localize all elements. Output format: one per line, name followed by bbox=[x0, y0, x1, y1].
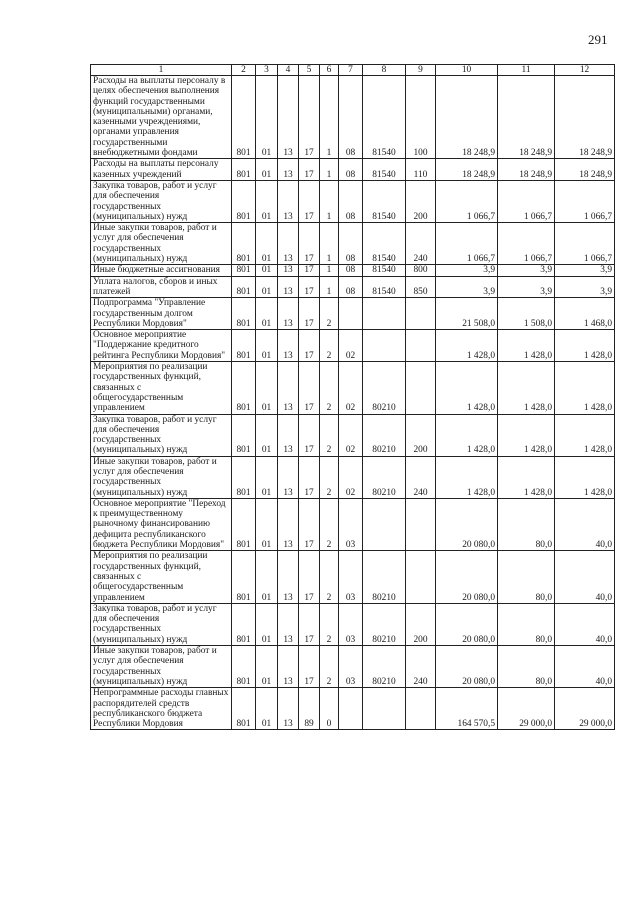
ministry-code-cell: 801 bbox=[232, 159, 256, 181]
item-name-cell: Мероприятия по реализации государственных функций, связанных с общегосударственным управлением bbox=[91, 551, 232, 603]
expense-type-cell: 200 bbox=[406, 603, 436, 645]
amount-year1-cell: 18 248,9 bbox=[436, 159, 498, 181]
program-cell: 17 bbox=[299, 223, 320, 265]
column-header-11: 11 bbox=[498, 65, 555, 76]
subsection-cell: 13 bbox=[278, 688, 299, 730]
expense-type-cell bbox=[406, 298, 436, 330]
item-name-cell: Иные закупки товаров, работ и услуг для обеспечения государственных (муниципальных) нужд bbox=[91, 456, 232, 498]
table-row bbox=[91, 498, 615, 550]
column-header-8: 8 bbox=[363, 65, 406, 76]
subprogram-cell: 1 bbox=[320, 265, 339, 276]
event-cell: 02 bbox=[339, 362, 363, 414]
event-cell: 08 bbox=[339, 276, 363, 298]
subprogram-cell: 1 bbox=[320, 159, 339, 181]
program-cell: 17 bbox=[299, 298, 320, 330]
expense-type-cell: 850 bbox=[406, 276, 436, 298]
direction-cell: 81540 bbox=[363, 223, 406, 265]
subprogram-cell: 1 bbox=[320, 276, 339, 298]
section-cell: 01 bbox=[256, 603, 278, 645]
expense-type-cell: 800 bbox=[406, 265, 436, 276]
amount-year1-cell: 21 508,0 bbox=[436, 298, 498, 330]
table-row bbox=[91, 265, 615, 276]
amount-year2-cell: 3,9 bbox=[498, 265, 555, 276]
section-cell: 01 bbox=[256, 180, 278, 222]
table-row bbox=[91, 362, 615, 414]
subsection-cell: 13 bbox=[278, 76, 299, 159]
expense-type-cell bbox=[406, 551, 436, 603]
amount-year2-cell: 1 428,0 bbox=[498, 330, 555, 362]
table-row bbox=[91, 180, 615, 222]
event-cell: 03 bbox=[339, 646, 363, 688]
program-cell: 17 bbox=[299, 456, 320, 498]
program-cell: 17 bbox=[299, 414, 320, 456]
amount-year3-cell: 3,9 bbox=[555, 276, 615, 298]
item-name-cell: Иные закупки товаров, работ и услуг для обеспечения государственных (муниципальных) нужд bbox=[91, 646, 232, 688]
subsection-cell: 13 bbox=[278, 298, 299, 330]
ministry-code-cell: 801 bbox=[232, 498, 256, 550]
item-name-cell: Непрограммные расходы главных распорядителей средств республиканского бюджета Республики Мордовия bbox=[91, 688, 232, 730]
subsection-cell: 13 bbox=[278, 603, 299, 645]
item-name-cell: Иные бюджетные ассигнования bbox=[91, 265, 232, 276]
table-row bbox=[91, 551, 615, 603]
amount-year1-cell: 1 066,7 bbox=[436, 180, 498, 222]
amount-year3-cell: 3,9 bbox=[555, 265, 615, 276]
ministry-code-cell: 801 bbox=[232, 603, 256, 645]
item-name-cell: Мероприятия по реализации государственных функций, связанных с общегосударственным управлением bbox=[91, 362, 232, 414]
section-cell: 01 bbox=[256, 498, 278, 550]
event-cell: 03 bbox=[339, 498, 363, 550]
expense-type-cell: 100 bbox=[406, 76, 436, 159]
amount-year2-cell: 3,9 bbox=[498, 276, 555, 298]
table-row bbox=[91, 298, 615, 330]
subprogram-cell: 2 bbox=[320, 603, 339, 645]
direction-cell: 80210 bbox=[363, 456, 406, 498]
column-header-5: 5 bbox=[299, 65, 320, 76]
amount-year2-cell: 1 066,7 bbox=[498, 180, 555, 222]
ministry-code-cell: 801 bbox=[232, 76, 256, 159]
amount-year3-cell: 40,0 bbox=[555, 498, 615, 550]
event-cell: 03 bbox=[339, 551, 363, 603]
program-cell: 17 bbox=[299, 180, 320, 222]
amount-year1-cell: 1 428,0 bbox=[436, 456, 498, 498]
table-body bbox=[91, 76, 615, 730]
direction-cell bbox=[363, 498, 406, 550]
amount-year3-cell: 1 428,0 bbox=[555, 362, 615, 414]
event-cell: 08 bbox=[339, 180, 363, 222]
event-cell: 08 bbox=[339, 159, 363, 181]
item-name-cell: Закупка товаров, работ и услуг для обеспечения государственных (муниципальных) нужд bbox=[91, 180, 232, 222]
expense-type-cell: 200 bbox=[406, 180, 436, 222]
amount-year2-cell: 18 248,9 bbox=[498, 159, 555, 181]
section-cell: 01 bbox=[256, 276, 278, 298]
event-cell bbox=[339, 688, 363, 730]
subsection-cell: 13 bbox=[278, 180, 299, 222]
item-name-cell: Закупка товаров, работ и услуг для обеспечения государственных (муниципальных) нужд bbox=[91, 603, 232, 645]
section-cell: 01 bbox=[256, 362, 278, 414]
amount-year3-cell: 1 066,7 bbox=[555, 223, 615, 265]
column-header-2: 2 bbox=[232, 65, 256, 76]
event-cell: 02 bbox=[339, 414, 363, 456]
direction-cell bbox=[363, 688, 406, 730]
ministry-code-cell: 801 bbox=[232, 265, 256, 276]
amount-year2-cell: 1 428,0 bbox=[498, 456, 555, 498]
amount-year1-cell: 3,9 bbox=[436, 265, 498, 276]
amount-year1-cell: 20 080,0 bbox=[436, 603, 498, 645]
amount-year3-cell: 18 248,9 bbox=[555, 159, 615, 181]
direction-cell: 80210 bbox=[363, 551, 406, 603]
program-cell: 17 bbox=[299, 362, 320, 414]
event-cell: 02 bbox=[339, 456, 363, 498]
expense-type-cell bbox=[406, 330, 436, 362]
item-name-cell: Иные закупки товаров, работ и услуг для обеспечения государственных (муниципальных) нужд bbox=[91, 223, 232, 265]
ministry-code-cell: 801 bbox=[232, 362, 256, 414]
direction-cell: 80210 bbox=[363, 603, 406, 645]
item-name-cell: Основное мероприятие "Поддержание кредитного рейтинга Республики Мордовия" bbox=[91, 330, 232, 362]
subsection-cell: 13 bbox=[278, 414, 299, 456]
expense-type-cell: 240 bbox=[406, 223, 436, 265]
section-cell: 01 bbox=[256, 551, 278, 603]
direction-cell: 80210 bbox=[363, 414, 406, 456]
program-cell: 17 bbox=[299, 330, 320, 362]
direction-cell bbox=[363, 298, 406, 330]
table-row bbox=[91, 159, 615, 181]
subsection-cell: 13 bbox=[278, 646, 299, 688]
program-cell: 89 bbox=[299, 688, 320, 730]
column-header-10: 10 bbox=[436, 65, 498, 76]
subsection-cell: 13 bbox=[278, 159, 299, 181]
table-row bbox=[91, 414, 615, 456]
subsection-cell: 13 bbox=[278, 330, 299, 362]
column-header-4: 4 bbox=[278, 65, 299, 76]
amount-year2-cell: 1 508,0 bbox=[498, 298, 555, 330]
section-cell: 01 bbox=[256, 330, 278, 362]
amount-year2-cell: 80,0 bbox=[498, 646, 555, 688]
program-cell: 17 bbox=[299, 551, 320, 603]
amount-year1-cell: 20 080,0 bbox=[436, 498, 498, 550]
subprogram-cell: 2 bbox=[320, 498, 339, 550]
amount-year2-cell: 18 248,9 bbox=[498, 76, 555, 159]
ministry-code-cell: 801 bbox=[232, 646, 256, 688]
amount-year3-cell: 1 428,0 bbox=[555, 456, 615, 498]
subsection-cell: 13 bbox=[278, 551, 299, 603]
ministry-code-cell: 801 bbox=[232, 551, 256, 603]
subsection-cell: 13 bbox=[278, 362, 299, 414]
amount-year3-cell: 1 066,7 bbox=[555, 180, 615, 222]
section-cell: 01 bbox=[256, 298, 278, 330]
direction-cell: 81540 bbox=[363, 159, 406, 181]
column-header-7: 7 bbox=[339, 65, 363, 76]
expense-type-cell: 200 bbox=[406, 414, 436, 456]
table-row bbox=[91, 646, 615, 688]
subsection-cell: 13 bbox=[278, 456, 299, 498]
program-cell: 17 bbox=[299, 265, 320, 276]
amount-year3-cell: 1 468,0 bbox=[555, 298, 615, 330]
program-cell: 17 bbox=[299, 276, 320, 298]
event-cell: 03 bbox=[339, 603, 363, 645]
item-name-cell: Закупка товаров, работ и услуг для обеспечения государственных (муниципальных) нужд bbox=[91, 414, 232, 456]
amount-year3-cell: 40,0 bbox=[555, 646, 615, 688]
expense-type-cell: 240 bbox=[406, 646, 436, 688]
amount-year1-cell: 18 248,9 bbox=[436, 76, 498, 159]
ministry-code-cell: 801 bbox=[232, 298, 256, 330]
subprogram-cell: 2 bbox=[320, 362, 339, 414]
ministry-code-cell: 801 bbox=[232, 180, 256, 222]
ministry-code-cell: 801 bbox=[232, 223, 256, 265]
column-header-9: 9 bbox=[406, 65, 436, 76]
direction-cell: 81540 bbox=[363, 76, 406, 159]
table-row bbox=[91, 276, 615, 298]
subsection-cell: 13 bbox=[278, 276, 299, 298]
event-cell: 08 bbox=[339, 76, 363, 159]
amount-year1-cell: 1 428,0 bbox=[436, 362, 498, 414]
section-cell: 01 bbox=[256, 159, 278, 181]
program-cell: 17 bbox=[299, 76, 320, 159]
ministry-code-cell: 801 bbox=[232, 456, 256, 498]
table-row bbox=[91, 76, 615, 159]
item-name-cell: Расходы на выплаты персоналу в целях обеспечения выполнения функций государственными (муниципальными) органами, казенными учреждениями, органами управления государственными внебюджетными фондами bbox=[91, 76, 232, 159]
amount-year3-cell: 18 248,9 bbox=[555, 76, 615, 159]
direction-cell: 80210 bbox=[363, 646, 406, 688]
amount-year3-cell: 1 428,0 bbox=[555, 414, 615, 456]
expense-type-cell: 240 bbox=[406, 456, 436, 498]
amount-year3-cell: 29 000,0 bbox=[555, 688, 615, 730]
section-cell: 01 bbox=[256, 76, 278, 159]
subprogram-cell: 1 bbox=[320, 223, 339, 265]
column-header-1: 1 bbox=[91, 65, 232, 76]
item-name-cell: Основное мероприятие "Переход к преимущественному рыночному финансированию дефицита республиканского бюджета Республики Мордовия" bbox=[91, 498, 232, 550]
amount-year2-cell: 1 066,7 bbox=[498, 223, 555, 265]
amount-year1-cell: 1 066,7 bbox=[436, 223, 498, 265]
event-cell: 02 bbox=[339, 330, 363, 362]
subsection-cell: 13 bbox=[278, 223, 299, 265]
section-cell: 01 bbox=[256, 223, 278, 265]
table-row bbox=[91, 456, 615, 498]
amount-year2-cell: 80,0 bbox=[498, 603, 555, 645]
subprogram-cell: 0 bbox=[320, 688, 339, 730]
subsection-cell: 13 bbox=[278, 498, 299, 550]
expense-type-cell bbox=[406, 688, 436, 730]
amount-year2-cell: 1 428,0 bbox=[498, 414, 555, 456]
section-cell: 01 bbox=[256, 265, 278, 276]
subsection-cell: 13 bbox=[278, 265, 299, 276]
subprogram-cell: 2 bbox=[320, 414, 339, 456]
item-name-cell: Подпрограмма "Управление государственным долгом Республики Мордовия" bbox=[91, 298, 232, 330]
section-cell: 01 bbox=[256, 688, 278, 730]
amount-year1-cell: 20 080,0 bbox=[436, 551, 498, 603]
amount-year1-cell: 1 428,0 bbox=[436, 414, 498, 456]
amount-year2-cell: 29 000,0 bbox=[498, 688, 555, 730]
amount-year1-cell: 20 080,0 bbox=[436, 646, 498, 688]
direction-cell: 81540 bbox=[363, 265, 406, 276]
amount-year1-cell: 164 570,5 bbox=[436, 688, 498, 730]
amount-year1-cell: 1 428,0 bbox=[436, 330, 498, 362]
subprogram-cell: 2 bbox=[320, 456, 339, 498]
table-row bbox=[91, 688, 615, 730]
section-cell: 01 bbox=[256, 646, 278, 688]
direction-cell: 81540 bbox=[363, 276, 406, 298]
budget-table bbox=[90, 64, 615, 730]
section-cell: 01 bbox=[256, 414, 278, 456]
item-name-cell: Расходы на выплаты персоналу казенных учреждений bbox=[91, 159, 232, 181]
subprogram-cell: 2 bbox=[320, 551, 339, 603]
amount-year2-cell: 80,0 bbox=[498, 498, 555, 550]
amount-year3-cell: 1 428,0 bbox=[555, 330, 615, 362]
amount-year3-cell: 40,0 bbox=[555, 551, 615, 603]
program-cell: 17 bbox=[299, 159, 320, 181]
ministry-code-cell: 801 bbox=[232, 414, 256, 456]
amount-year2-cell: 1 428,0 bbox=[498, 362, 555, 414]
direction-cell: 80210 bbox=[363, 362, 406, 414]
subprogram-cell: 2 bbox=[320, 330, 339, 362]
event-cell: 08 bbox=[339, 265, 363, 276]
expense-type-cell: 110 bbox=[406, 159, 436, 181]
program-cell: 17 bbox=[299, 603, 320, 645]
subprogram-cell: 2 bbox=[320, 298, 339, 330]
table-row bbox=[91, 330, 615, 362]
subprogram-cell: 1 bbox=[320, 180, 339, 222]
subprogram-cell: 1 bbox=[320, 76, 339, 159]
amount-year3-cell: 40,0 bbox=[555, 603, 615, 645]
amount-year1-cell: 3,9 bbox=[436, 276, 498, 298]
section-cell: 01 bbox=[256, 456, 278, 498]
program-cell: 17 bbox=[299, 498, 320, 550]
page-number: 291 bbox=[588, 32, 608, 47]
event-cell: 08 bbox=[339, 223, 363, 265]
header-row bbox=[91, 65, 615, 76]
amount-year2-cell: 80,0 bbox=[498, 551, 555, 603]
column-header-3: 3 bbox=[256, 65, 278, 76]
item-name-cell: Уплата налогов, сборов и иных платежей bbox=[91, 276, 232, 298]
event-cell bbox=[339, 298, 363, 330]
program-cell: 17 bbox=[299, 646, 320, 688]
table-row bbox=[91, 223, 615, 265]
expense-type-cell bbox=[406, 498, 436, 550]
column-header-6: 6 bbox=[320, 65, 339, 76]
table-row bbox=[91, 603, 615, 645]
expense-type-cell bbox=[406, 362, 436, 414]
subprogram-cell: 2 bbox=[320, 646, 339, 688]
direction-cell: 81540 bbox=[363, 180, 406, 222]
direction-cell bbox=[363, 330, 406, 362]
ministry-code-cell: 801 bbox=[232, 276, 256, 298]
ministry-code-cell: 801 bbox=[232, 330, 256, 362]
ministry-code-cell: 801 bbox=[232, 688, 256, 730]
column-header-12: 12 bbox=[555, 65, 615, 76]
